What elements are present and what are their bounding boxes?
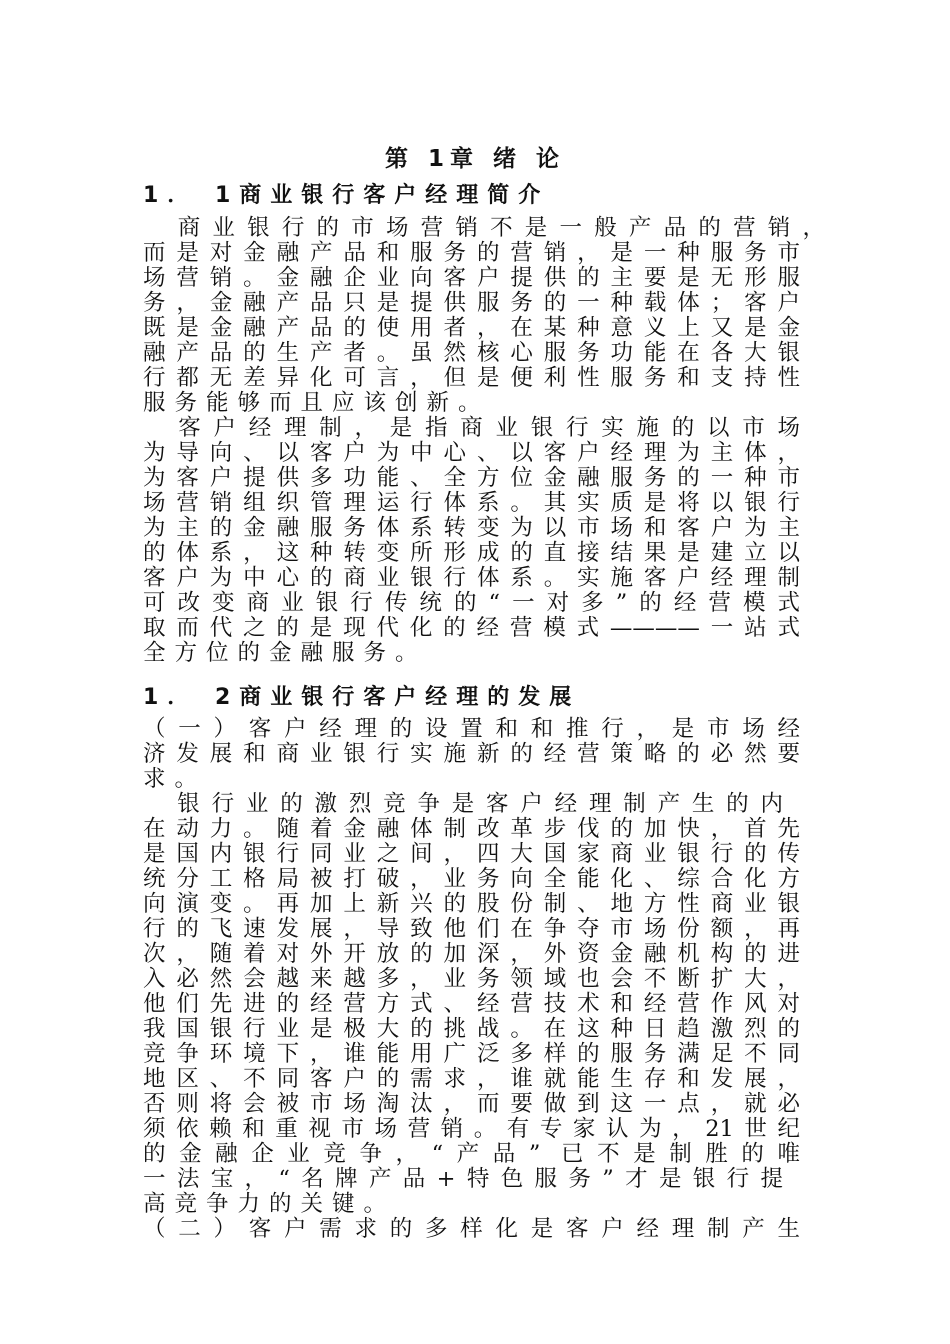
section-heading-1-1: 1． 1商业银行客户经理简介 (143, 183, 550, 208)
paragraph-line: 次，随着对外开放的加深，外资金融机构的进 (143, 941, 800, 967)
paragraph-line: 场营销组织管理运行体系。其实质是将以银行 (143, 490, 800, 516)
paragraph-line: 服务能够而且应该创新。 (143, 390, 490, 416)
paragraph-line: 济发展和商业银行实施新的经营策略的必然要 (143, 741, 800, 767)
paragraph-line: 否则将会被市场淘汰，而要做到这一点，就必 (143, 1091, 800, 1117)
paragraph-line: 融产品的生产者。虽然核心服务功能在各大银 (143, 340, 800, 366)
paragraph-line: 我国银行业是极大的挑战。在这种日趋激烈的 (143, 1016, 800, 1042)
paragraph-line: 的体系，这种转变所形成的直接结果是建立以 (143, 540, 800, 566)
paragraph-line: 取而代之的是现代化的经营模式————一站式 (143, 615, 800, 641)
paragraph-line: 而是对金融产品和服务的营销，是一种服务市 (143, 240, 800, 266)
paragraph-line: 为主的金融服务体系转变为以市场和客户为主 (143, 515, 800, 541)
paragraph-line: （一）客户经理的设置和和推行，是市场经 (143, 716, 800, 742)
paragraph-line: 入必然会越来越多，业务领域也会不断扩大， (143, 966, 800, 992)
paragraph-line: 须依赖和重视市场营销。有专家认为，21世纪 (143, 1116, 800, 1142)
paragraph-line: 客户经理制，是指商业银行实施的以市场 (143, 415, 800, 441)
paragraph-line: 务，金融产品只是提供服务的一种载体；客户 (143, 290, 800, 316)
paragraph-line: 在动力。随着金融体制改革步伐的加快，首先 (143, 816, 800, 842)
paragraph-line: 商业银行的市场营销不是一般产品的营销， (143, 215, 825, 241)
paragraph-line: 向演变。再加上新兴的股份制、地方性商业银 (143, 891, 800, 917)
paragraph-line: 为客户提供多功能、全方位金融服务的一种市 (143, 465, 800, 491)
paragraph-line: 为导向、以客户为中心、以客户经理为主体， (143, 440, 800, 466)
paragraph-line: 的金融企业竞争，“产品” 已不是制胜的唯 (143, 1141, 800, 1167)
paragraph-line: 客户为中心的商业银行体系。实施客户经理制 (143, 565, 800, 591)
paragraph-line: 全方位的金融服务。 (143, 640, 427, 666)
chapter-title: 第 1章 绪 论 (384, 146, 566, 172)
paragraph-line: 地区、不同客户的需求，谁就能生存和发展， (143, 1066, 800, 1092)
paragraph-line: 竞争环境下，谁能用广泛多样的服务满足不同 (143, 1041, 800, 1067)
paragraph-line: 一法宝，“名牌产品+特色服务”才是银行提 (143, 1166, 783, 1192)
paragraph-line: 高竞争力的关键。 (143, 1191, 396, 1217)
paragraph-line: 是国内银行同业之间，四大国家商业银行的传 (143, 841, 800, 867)
paragraph-line: 场营销。金融企业向客户提供的主要是无形服 (143, 265, 800, 291)
paragraph-line: （二）客户需求的多样化是客户经理制产生 (143, 1216, 800, 1242)
paragraph-line: 行的飞速发展，导致他们在争夺市场份额，再 (143, 916, 800, 942)
paragraph-line: 银行业的激烈竞争是客户经理制产生的内 (143, 791, 783, 817)
paragraph-line: 行都无差异化可言，但是便利性服务和支持性 (143, 365, 800, 391)
paragraph-line: 求。 (143, 766, 207, 792)
paragraph-line: 既是金融产品的使用者，在某种意义上又是金 (143, 315, 800, 341)
paragraph-line: 他们先进的经营方式、经营技术和经营作风对 (143, 991, 800, 1017)
paragraph-line: 统分工格局被打破，业务向全能化、综合化方 (143, 866, 800, 892)
paragraph-line: 可改变商业银行传统的“一对多”的经营模式 (143, 590, 800, 616)
section-heading-1-2: 1． 2商业银行客户经理的发展 (143, 685, 581, 710)
